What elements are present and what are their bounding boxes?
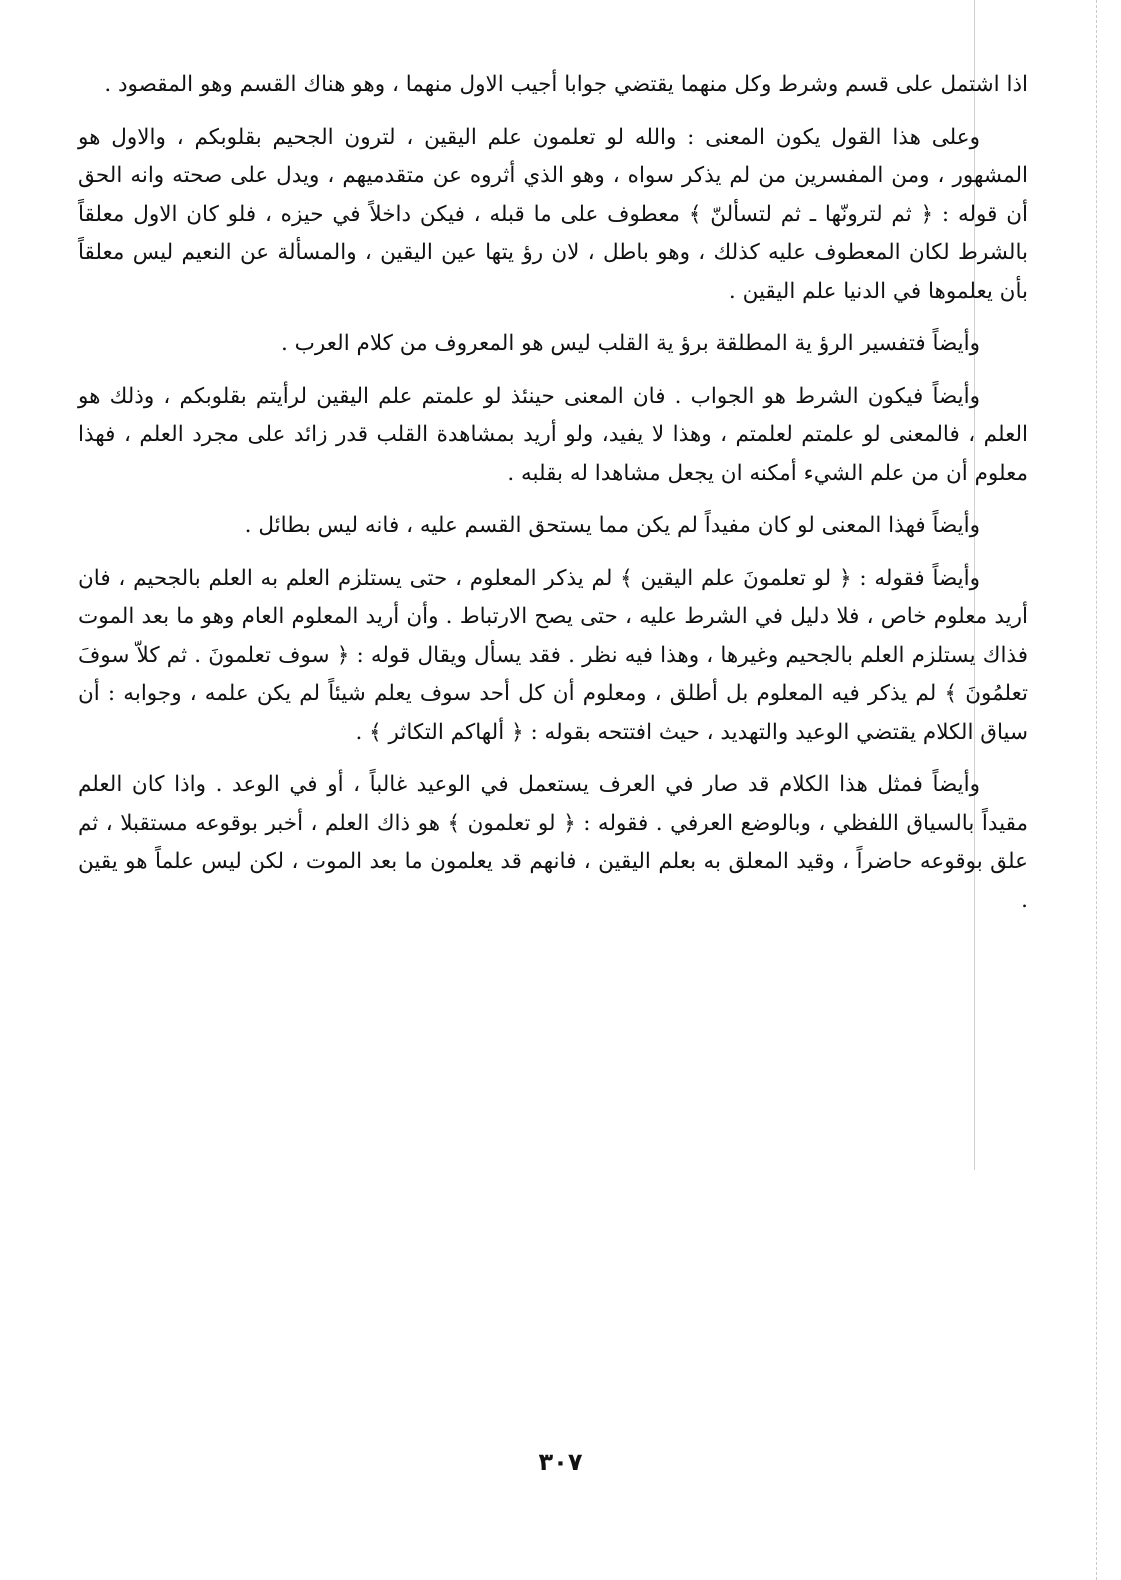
paragraph: وعلى هذا القول يكون المعنى : والله لو تعلمون علم اليقين ، لترون الجحيم بقلوبكم ، والاول هو المشهور ، ومن المفسرين من لم يذكر سواه ، وهو الذي أثروه عن متقدميهم ، ويدل على صحته وانه الحق أن قوله : ﴿ ثم لترونّها ـ ثم لتسألنّ ﴾ معطوف على ما قبله ، فيكن داخلاً في حيزه ، فلو كان الاول معلقاً بالشرط لكان المعطوف عليه كذلك ، وهو باطل ، لان رؤ يتها عين اليقين ، والمسألة عن النعيم ليس معلقاً بأن يعلموها في الدنيا علم اليقين . [78, 124, 1028, 304]
paragraph: وأيضاً فهذا المعنى لو كان مفيداً لم يكن مما يستحق القسم عليه ، فانه ليس بطائل . [244, 513, 980, 538]
paragraph-continuation: اذا اشتمل على قسم وشرط وكل منهما يقتضي جوابا أجيب الاول منهما ، وهو هناك القسم وهو المقصود . [104, 72, 1028, 97]
paragraph: وأيضاً فتفسير الرؤ ية المطلقة برؤ ية القلب ليس هو المعروف من كلام العرب . [281, 331, 980, 356]
paragraph: وأيضاً فقوله : ﴿ لو تعلمونَ علم اليقين ﴾ لم يذكر المعلوم ، حتى يستلزم العلم به العلم بالجحيم ، فان أريد معلوم خاص ، فلا دليل في الشرط عليه ، حتى يصح الارتباط . وأن أريد المعلوم العام وهو ما بعد الموت فذاك يستلزم العلم بالجحيم وغيرها ، وهذا فيه نظر . فقد يسأل ويقال قوله : ﴿ سوف تعلمونَ . ثم كلاّ سوفَ تعلمُونَ ﴾ لم يذكر فيه المعلوم بل أطلق ، ومعلوم أن كل أحد سوف يعلم شيئاً لم يكن علمه ، وجوابه : أن سياق الكلام يقتضي الوعيد والتهديد ، حيث افتتحه بقوله : ﴿ ألهاكم التكاثر ﴾ . [78, 565, 1028, 745]
page-body-text [78, 66, 1028, 934]
paragraph: وأيضاً فمثل هذا الكلام قد صار في العرف يستعمل في الوعيد غالباً ، أو في الوعد . واذا كان العلم مقيداً بالسياق اللفظي ، وبالوضع العرفي . فقوله : ﴿ لو تعلمون ﴾ هو ذاك العلم ، أخبر بوقوعه مستقبلا ، ثم علق بوقوعه حاضراً ، وقيد المعلق به بعلم اليقين ، فانهم قد يعلمون ما بعد الموت ، لكن ليس علماً هو يقين . [78, 772, 1028, 913]
page-number: ٣٠٧ [538, 1448, 583, 1476]
page-edge-line [1096, 0, 1097, 1580]
paragraph: وأيضاً فيكون الشرط هو الجواب . فان المعنى حينئذ لو علمتم علم اليقين لرأيتم بقلوبكم ، وذلك هو العلم ، فالمعنى لو علمتم لعلمتم ، وهذا لا يفيد، ولو أريد بمشاهدة القلب قدر زائد على مجرد العلم ، فهذا معلوم أن من علم الشيء أمكنه ان يجعل مشاهدا له بقلبه . [78, 383, 1028, 486]
